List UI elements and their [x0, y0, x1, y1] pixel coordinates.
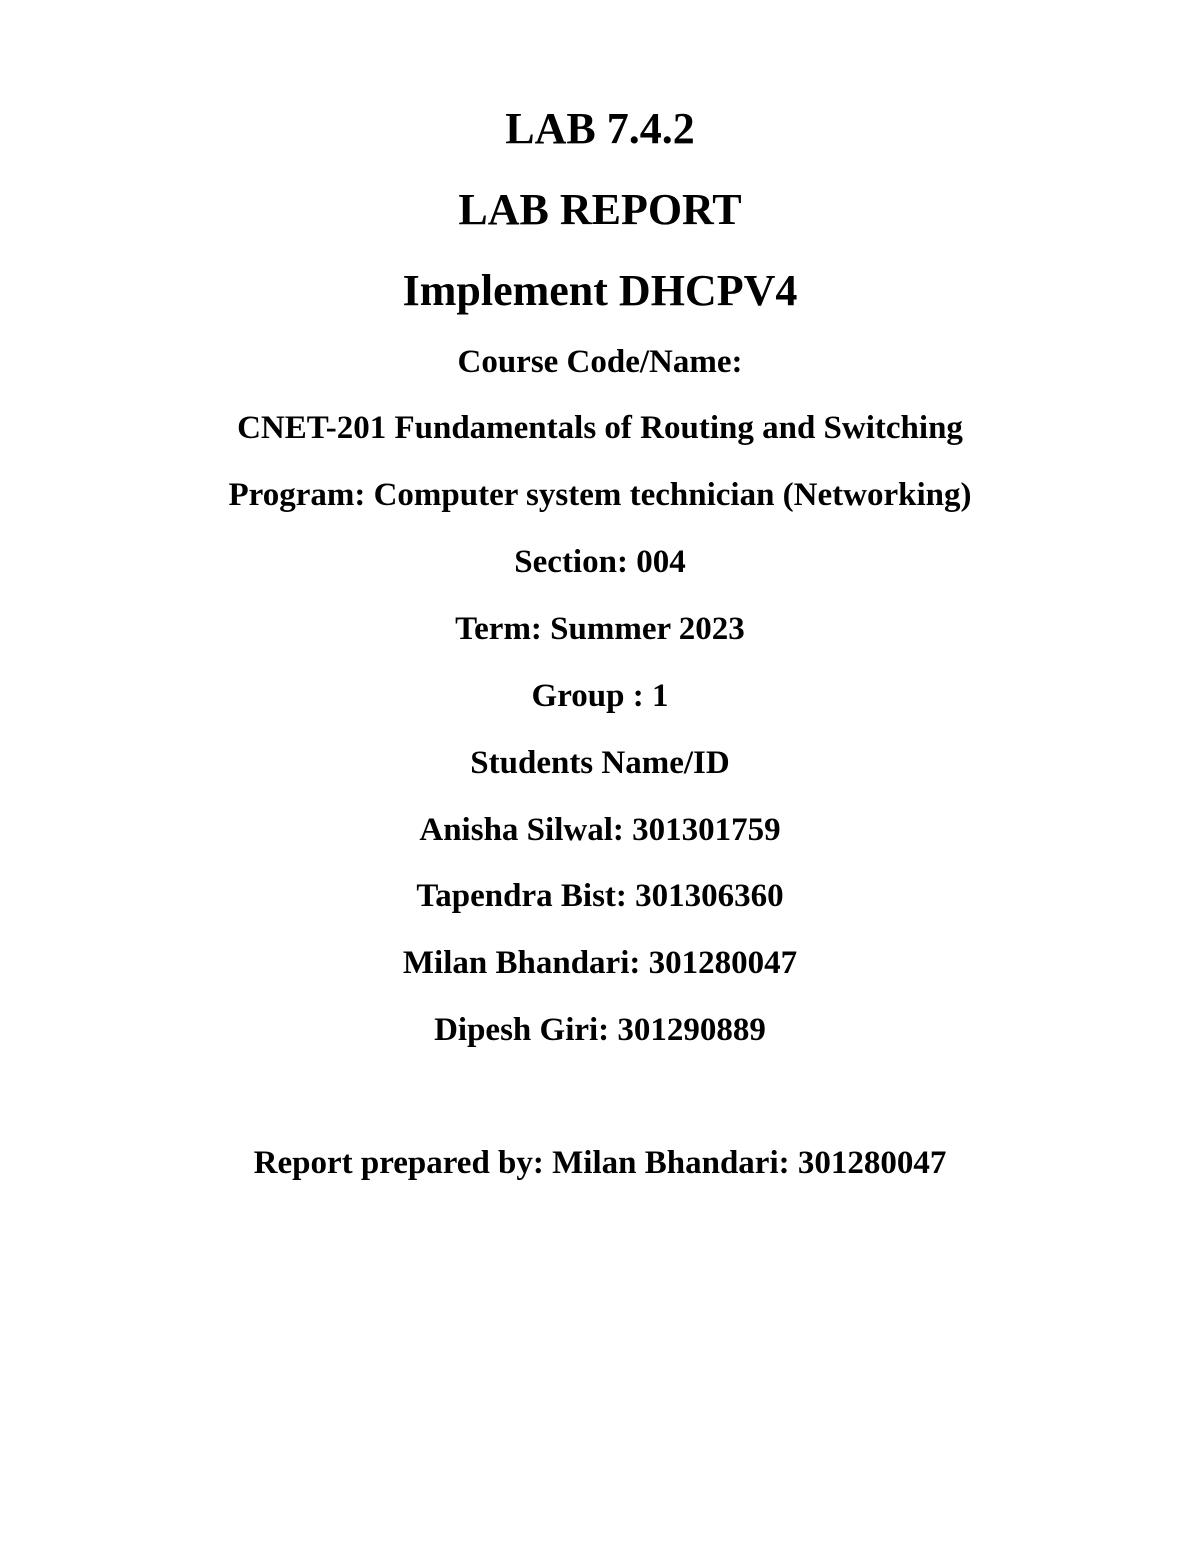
student-entry: Anisha Silwal: 301301759 — [419, 812, 781, 848]
course-label: Course Code/Name: — [457, 344, 743, 380]
report-topic: Implement DHCPV4 — [402, 266, 798, 315]
program: Program: Computer system technician (Networking) — [228, 477, 972, 513]
group: Group : 1 — [531, 678, 669, 714]
prepared-by: Report prepared by: Milan Bhandari: 301280047 — [253, 1145, 947, 1181]
report-label: LAB REPORT — [458, 185, 742, 234]
term: Term: Summer 2023 — [455, 611, 745, 647]
course-name: CNET-201 Fundamentals of Routing and Switching — [237, 410, 963, 446]
student-entry: Milan Bhandari: 301280047 — [402, 945, 798, 981]
lab-number: LAB 7.4.2 — [505, 104, 695, 153]
student-entry: Tapendra Bist: 301306360 — [416, 878, 784, 914]
section: Section: 004 — [514, 544, 686, 580]
student-entry: Dipesh Giri: 301290889 — [434, 1012, 766, 1048]
students-heading: Students Name/ID — [470, 745, 730, 781]
